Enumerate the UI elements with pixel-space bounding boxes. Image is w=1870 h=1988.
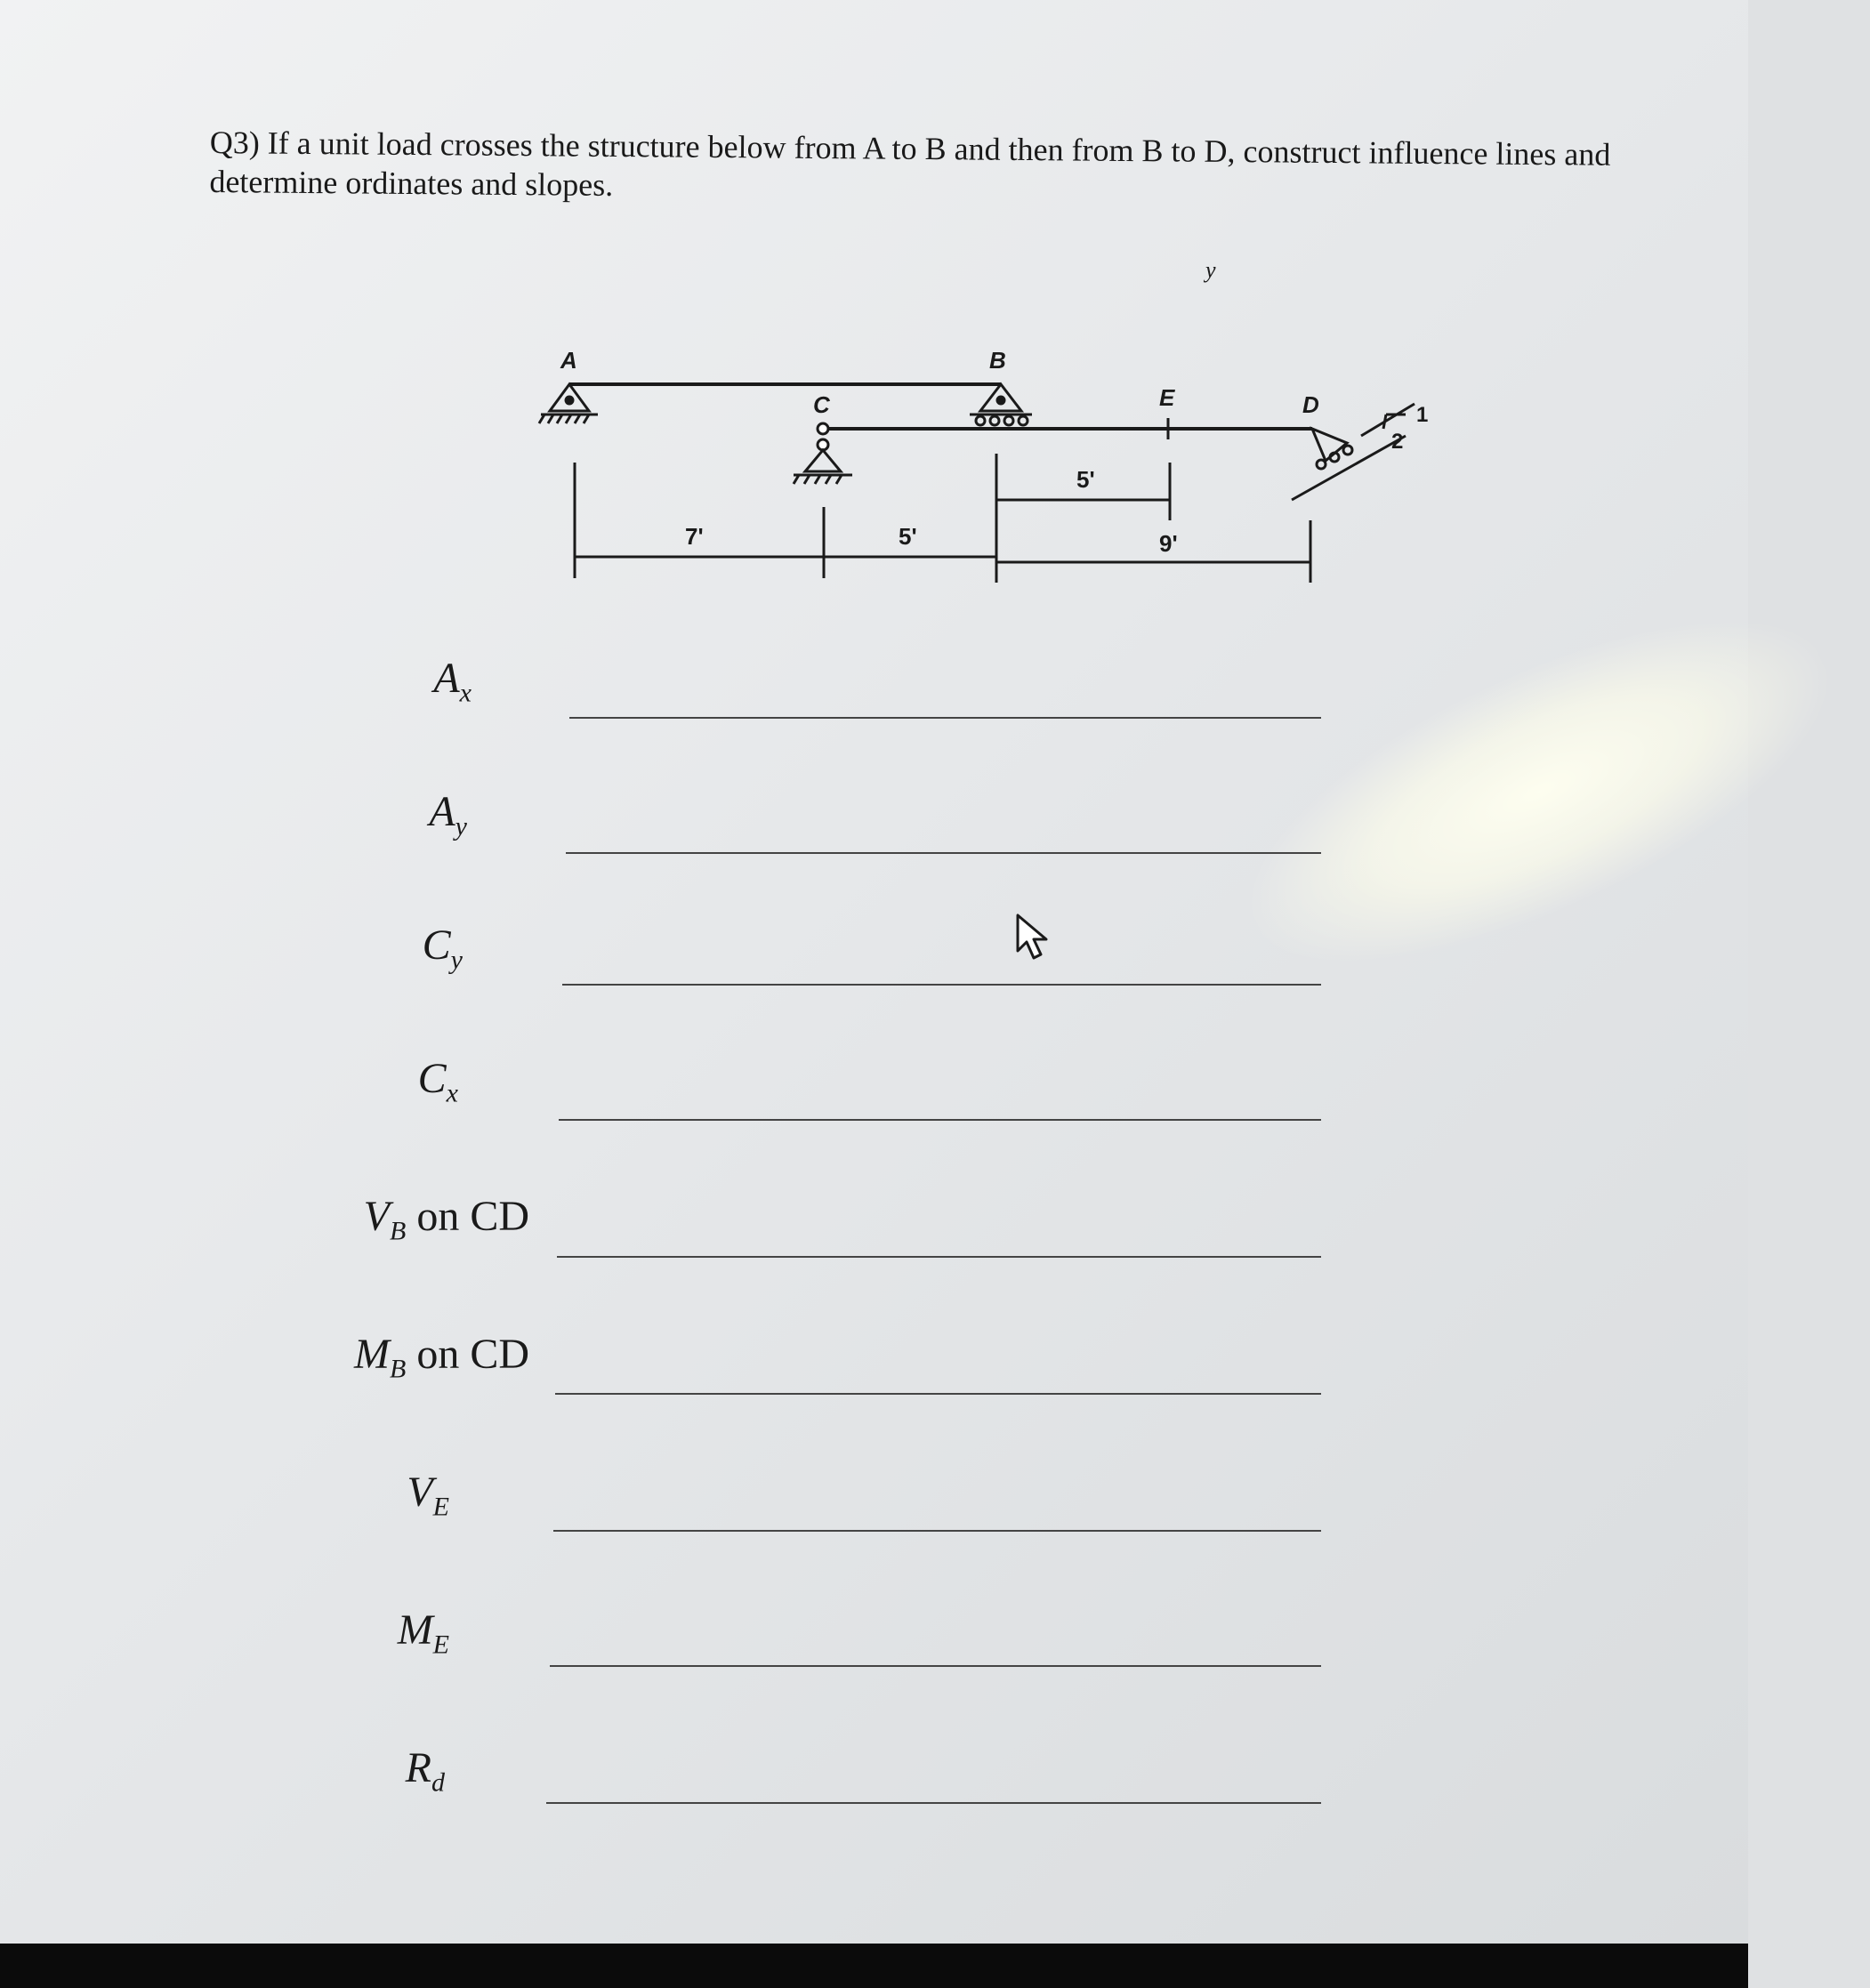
- support-c-pin: [794, 423, 852, 484]
- slope-run: 2: [1391, 430, 1404, 454]
- support-b-roller: [970, 384, 1032, 425]
- label-ay: $A_y$: [429, 788, 467, 841]
- answer-row-cx: [0, 1054, 458, 1125]
- label-b: B: [989, 347, 1006, 374]
- label-c: C: [813, 391, 830, 418]
- answer-line-cy[interactable]: [562, 984, 1321, 986]
- stray-mark: y: [1205, 257, 1216, 283]
- structure-diagram: [516, 257, 1459, 614]
- answer-line-me[interactable]: [550, 1665, 1321, 1667]
- answer-row-vb: [0, 1192, 529, 1263]
- answer-line-ax[interactable]: [569, 717, 1321, 719]
- label-vb: $V_B$ on CD: [363, 1193, 529, 1246]
- mouse-cursor-icon: [1014, 912, 1059, 965]
- dim-be: 5': [1076, 466, 1095, 493]
- support-a-pin: [539, 384, 598, 423]
- dim-ac: 7': [685, 523, 704, 550]
- answer-row-me: [0, 1606, 449, 1677]
- dim-bd: 9': [1159, 530, 1178, 557]
- answer-line-vb[interactable]: [557, 1256, 1321, 1258]
- monitor-bezel: [0, 1944, 1748, 1988]
- answer-line-mb[interactable]: [555, 1393, 1321, 1395]
- answer-row-rd: [0, 1743, 445, 1815]
- label-d: D: [1302, 391, 1319, 418]
- label-cx: $C_x$: [417, 1055, 458, 1108]
- answer-line-ve[interactable]: [553, 1530, 1321, 1532]
- label-me: $M_E$: [397, 1606, 449, 1660]
- label-e: E: [1159, 384, 1175, 411]
- answer-row-mb: [0, 1330, 529, 1401]
- label-a: A: [560, 347, 577, 374]
- answer-row-cy: [0, 921, 463, 992]
- answer-row-ax: [0, 654, 472, 725]
- answer-row-ve: [0, 1468, 449, 1539]
- answer-line-cx[interactable]: [559, 1119, 1321, 1121]
- answer-line-ay[interactable]: [566, 852, 1321, 854]
- label-cy: $C_y$: [422, 922, 463, 975]
- label-ax: $A_x$: [433, 655, 472, 708]
- dim-cb: 5': [899, 523, 917, 550]
- label-ve: $V_E$: [407, 1469, 449, 1522]
- label-rd: $R_d$: [405, 1744, 445, 1798]
- answer-row-ay: [0, 787, 467, 858]
- question-text: Q3) If a unit load crosses the structure below from A to B and then from B to D, construct influence lines and determine ordinates and slopes.: [209, 124, 1611, 203]
- slope-rise: 1: [1416, 403, 1429, 427]
- label-mb: $M_B$ on CD: [354, 1331, 529, 1384]
- answer-line-rd[interactable]: [546, 1802, 1321, 1804]
